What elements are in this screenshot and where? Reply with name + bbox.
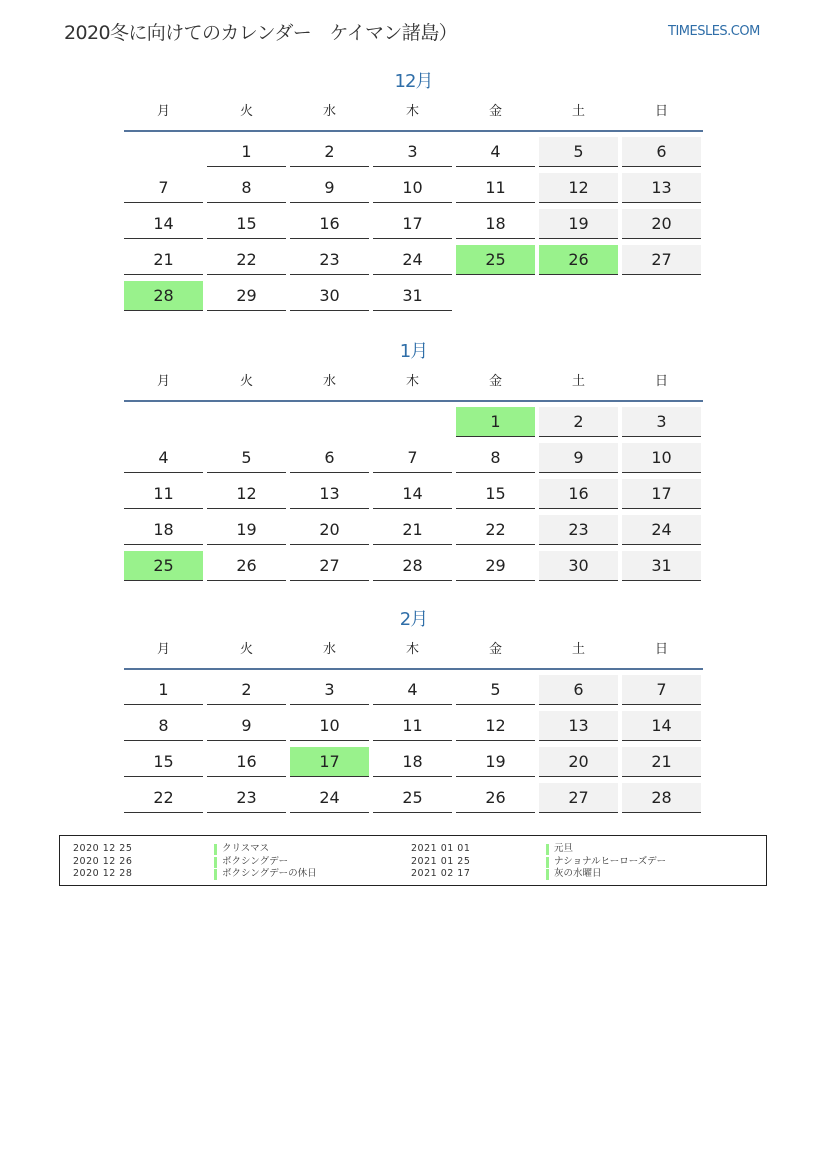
day-cell: 13 xyxy=(622,173,701,203)
holiday-day-cell: 28 xyxy=(124,281,203,311)
week-row xyxy=(124,281,703,317)
day-cell: 17 xyxy=(622,479,701,509)
holiday-day-cell: 17 xyxy=(290,747,369,777)
holiday-date: 2020 12 28 xyxy=(73,868,133,879)
weekday-label: 水 xyxy=(322,374,336,389)
week-row xyxy=(124,551,703,587)
day-cell: 6 xyxy=(622,137,701,167)
holiday-name: ボクシングデーの休日 xyxy=(222,868,317,879)
day-cell: 10 xyxy=(622,443,701,473)
weekday-label: 火 xyxy=(239,642,253,657)
day-cell: 23 xyxy=(207,783,286,813)
holiday-name: ナショナルヒーローズデー xyxy=(554,855,667,867)
day-grid xyxy=(124,407,703,587)
day-cell: 5 xyxy=(456,675,535,705)
day-cell: 14 xyxy=(622,711,701,741)
day-cell: 7 xyxy=(124,173,203,203)
weekday-header xyxy=(124,640,703,670)
holiday-name: クリスマス xyxy=(222,843,270,854)
day-cell: 2 xyxy=(539,407,618,437)
day-cell: 21 xyxy=(373,515,452,545)
day-grid xyxy=(124,137,703,317)
empty-day-cell xyxy=(539,281,618,311)
day-cell: 24 xyxy=(622,515,701,545)
month-calendar xyxy=(124,606,703,819)
month-title: 12月 xyxy=(394,71,433,92)
month-calendar xyxy=(124,338,703,587)
day-cell: 8 xyxy=(207,173,286,203)
week-row xyxy=(124,245,703,281)
day-cell: 18 xyxy=(456,209,535,239)
holiday-day-cell: 25 xyxy=(456,245,535,275)
day-cell: 19 xyxy=(207,515,286,545)
day-cell: 21 xyxy=(622,747,701,777)
day-cell: 27 xyxy=(622,245,701,275)
day-cell: 7 xyxy=(622,675,701,705)
day-cell: 14 xyxy=(373,479,452,509)
holiday-day-cell: 25 xyxy=(124,551,203,581)
day-cell: 9 xyxy=(539,443,618,473)
day-cell: 3 xyxy=(290,675,369,705)
day-cell: 30 xyxy=(290,281,369,311)
week-row xyxy=(124,209,703,245)
holiday-date: 2020 12 25 xyxy=(73,843,133,854)
weekday-label: 水 xyxy=(322,104,336,119)
holiday-name: 元旦 xyxy=(554,843,574,854)
holiday-marker xyxy=(214,857,217,868)
holiday-marker xyxy=(546,869,549,880)
day-cell: 16 xyxy=(290,209,369,239)
holiday-date: 2021 02 17 xyxy=(411,868,471,879)
weekday-header xyxy=(124,102,703,132)
holiday-marker xyxy=(546,844,549,855)
week-row xyxy=(124,747,703,783)
day-cell: 10 xyxy=(373,173,452,203)
day-cell: 29 xyxy=(207,281,286,311)
day-cell: 19 xyxy=(456,747,535,777)
day-cell: 6 xyxy=(539,675,618,705)
weekday-label: 月 xyxy=(156,374,170,389)
day-grid xyxy=(124,675,703,819)
day-cell: 22 xyxy=(456,515,535,545)
day-cell: 31 xyxy=(373,281,452,311)
day-cell: 17 xyxy=(373,209,452,239)
weekday-header xyxy=(124,372,703,402)
week-row xyxy=(124,173,703,209)
weekday-label: 金 xyxy=(488,104,502,119)
day-cell: 21 xyxy=(124,245,203,275)
day-cell: 2 xyxy=(290,137,369,167)
week-row xyxy=(124,783,703,819)
day-cell: 1 xyxy=(124,675,203,705)
site-link[interactable]: TIMESLES.COM xyxy=(668,24,760,39)
day-cell: 23 xyxy=(539,515,618,545)
day-cell: 18 xyxy=(124,515,203,545)
month-title: 2月 xyxy=(399,609,428,630)
day-cell: 22 xyxy=(207,245,286,275)
day-cell: 31 xyxy=(622,551,701,581)
day-cell: 24 xyxy=(290,783,369,813)
day-cell: 22 xyxy=(124,783,203,813)
day-cell: 20 xyxy=(539,747,618,777)
day-cell: 6 xyxy=(290,443,369,473)
day-cell: 14 xyxy=(124,209,203,239)
weekday-label: 水 xyxy=(322,642,336,657)
day-cell: 9 xyxy=(290,173,369,203)
day-cell: 11 xyxy=(456,173,535,203)
day-cell: 8 xyxy=(124,711,203,741)
day-cell: 15 xyxy=(207,209,286,239)
weekday-label: 木 xyxy=(405,642,419,657)
empty-day-cell xyxy=(373,407,452,437)
day-cell: 24 xyxy=(373,245,452,275)
day-cell: 3 xyxy=(373,137,452,167)
weekday-label: 土 xyxy=(571,104,585,119)
day-cell: 1 xyxy=(207,137,286,167)
day-cell: 15 xyxy=(124,747,203,777)
weekday-label: 木 xyxy=(405,104,419,119)
empty-day-cell xyxy=(124,407,203,437)
empty-day-cell xyxy=(207,407,286,437)
day-cell: 28 xyxy=(622,783,701,813)
day-cell: 9 xyxy=(207,711,286,741)
month-calendar xyxy=(124,68,703,317)
holiday-date: 2021 01 01 xyxy=(411,843,471,854)
day-cell: 28 xyxy=(373,551,452,581)
day-cell: 18 xyxy=(373,747,452,777)
day-cell: 16 xyxy=(539,479,618,509)
holiday-marker xyxy=(214,869,217,880)
day-cell: 26 xyxy=(207,551,286,581)
page-title: 2020冬に向けてのカレンダー ケイマン諸島） xyxy=(64,22,457,44)
holiday-date: 2021 01 25 xyxy=(411,855,471,867)
day-cell: 20 xyxy=(290,515,369,545)
day-cell: 20 xyxy=(622,209,701,239)
day-cell: 12 xyxy=(539,173,618,203)
holiday-name: ボクシングデー xyxy=(222,855,289,867)
weekday-label: 月 xyxy=(156,642,170,657)
day-cell: 29 xyxy=(456,551,535,581)
weekday-label: 火 xyxy=(239,104,253,119)
day-cell: 8 xyxy=(456,443,535,473)
day-cell: 3 xyxy=(622,407,701,437)
day-cell: 5 xyxy=(207,443,286,473)
day-cell: 16 xyxy=(207,747,286,777)
day-cell: 5 xyxy=(539,137,618,167)
day-cell: 25 xyxy=(373,783,452,813)
weekday-label: 金 xyxy=(488,642,502,657)
holiday-date: 2020 12 26 xyxy=(73,855,133,867)
week-row xyxy=(124,407,703,443)
weekday-label: 火 xyxy=(239,374,253,389)
week-row xyxy=(124,711,703,747)
day-cell: 4 xyxy=(456,137,535,167)
day-cell: 30 xyxy=(539,551,618,581)
day-cell: 13 xyxy=(539,711,618,741)
week-row xyxy=(124,479,703,515)
weekday-label: 日 xyxy=(654,374,668,389)
holiday-day-cell: 1 xyxy=(456,407,535,437)
day-cell: 23 xyxy=(290,245,369,275)
weekday-label: 金 xyxy=(488,374,502,389)
day-cell: 12 xyxy=(207,479,286,509)
day-cell: 13 xyxy=(290,479,369,509)
weekday-label: 土 xyxy=(571,374,585,389)
holiday-legend xyxy=(59,835,767,886)
day-cell: 12 xyxy=(456,711,535,741)
week-row xyxy=(124,137,703,173)
day-cell: 19 xyxy=(539,209,618,239)
month-title: 1月 xyxy=(399,341,428,362)
weekday-label: 木 xyxy=(405,374,419,389)
day-cell: 10 xyxy=(290,711,369,741)
week-row xyxy=(124,443,703,479)
holiday-marker xyxy=(546,857,549,868)
empty-day-cell xyxy=(124,137,203,167)
week-row xyxy=(124,515,703,551)
empty-day-cell xyxy=(456,281,535,311)
holiday-name: 灰の水曜日 xyxy=(554,868,602,879)
empty-day-cell xyxy=(622,281,701,311)
week-row xyxy=(124,675,703,711)
day-cell: 11 xyxy=(124,479,203,509)
weekday-label: 土 xyxy=(571,642,585,657)
empty-day-cell xyxy=(290,407,369,437)
day-cell: 26 xyxy=(456,783,535,813)
weekday-label: 日 xyxy=(654,642,668,657)
day-cell: 15 xyxy=(456,479,535,509)
day-cell: 11 xyxy=(373,711,452,741)
day-cell: 27 xyxy=(539,783,618,813)
day-cell: 4 xyxy=(373,675,452,705)
day-cell: 4 xyxy=(124,443,203,473)
day-cell: 27 xyxy=(290,551,369,581)
holiday-marker xyxy=(214,844,217,855)
day-cell: 7 xyxy=(373,443,452,473)
holiday-day-cell: 26 xyxy=(539,245,618,275)
weekday-label: 月 xyxy=(156,104,170,119)
day-cell: 2 xyxy=(207,675,286,705)
weekday-label: 日 xyxy=(654,104,668,119)
